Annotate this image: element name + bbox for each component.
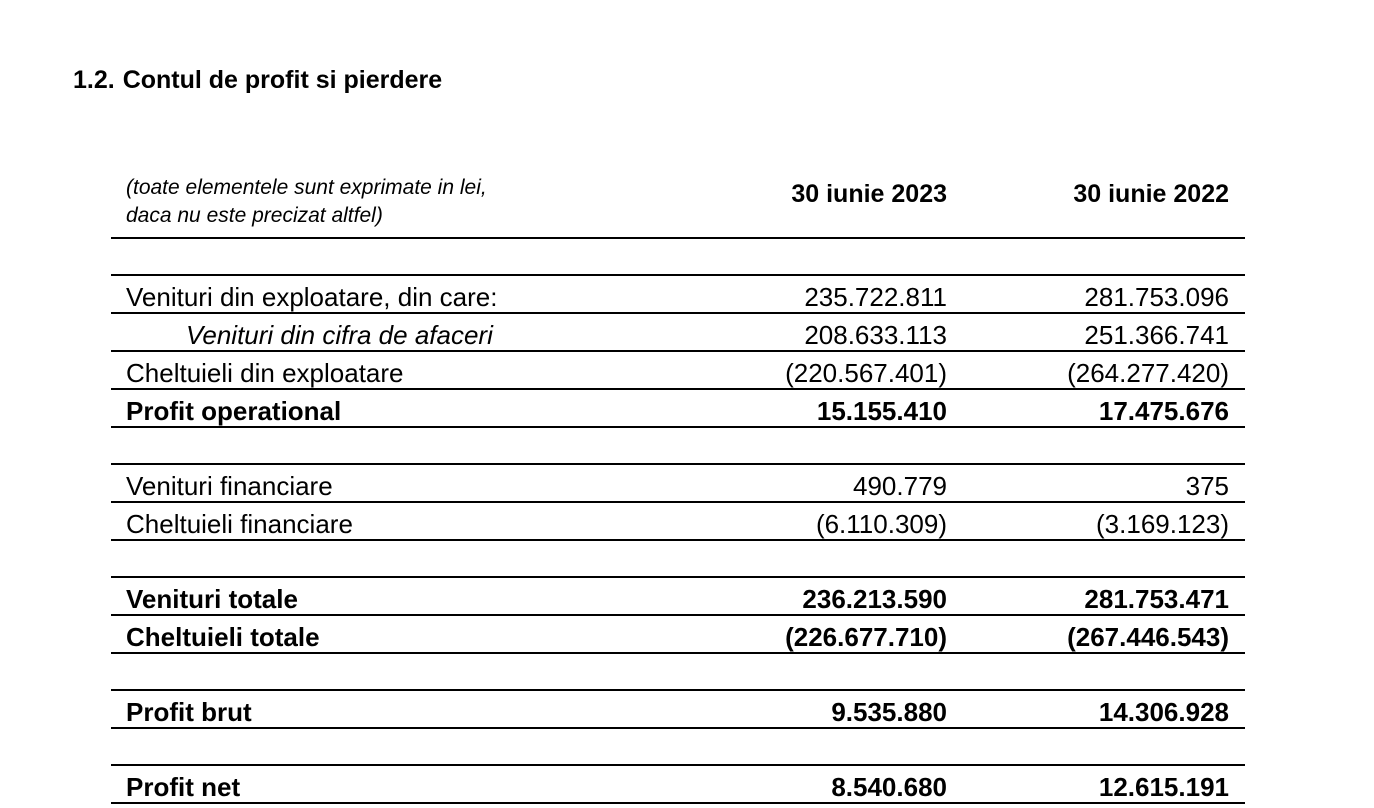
table-spacer [111, 427, 1245, 464]
row-label: Cheltuieli din exploatare [111, 351, 631, 389]
row-value-2022: 14.306.928 [948, 690, 1245, 728]
section-title [73, 66, 442, 95]
row-value-2022: 17.475.676 [948, 389, 1245, 427]
row-label: Venituri totale [111, 577, 631, 615]
row-value-2023: 9.535.880 [631, 690, 948, 728]
row-label: Cheltuieli financiare [111, 502, 631, 540]
column-header-2022: 30 iunie 2022 [948, 174, 1245, 238]
units-note-line1: (toate elementele sunt exprimate in lei, [126, 176, 487, 199]
profit-loss-table [111, 174, 1245, 804]
row-value-2023: 236.213.590 [631, 577, 948, 615]
table-row [111, 275, 1245, 313]
section-number: 1.2. [73, 66, 115, 94]
table-row [111, 313, 1245, 351]
row-value-2022: (267.446.543) [948, 615, 1245, 653]
table-row [111, 615, 1245, 653]
row-label: Venituri din cifra de afaceri [111, 313, 631, 351]
table-spacer [111, 653, 1245, 690]
units-note-line2: daca nu este precizat altfel) [126, 204, 383, 227]
row-value-2022: 12.615.191 [948, 765, 1245, 803]
table-spacer [111, 238, 1245, 275]
row-value-2023: (6.110.309) [631, 502, 948, 540]
row-value-2022: 281.753.471 [948, 577, 1245, 615]
row-value-2022: 281.753.096 [948, 275, 1245, 313]
row-value-2023: 490.779 [631, 464, 948, 502]
table-row [111, 502, 1245, 540]
row-value-2022: (264.277.420) [948, 351, 1245, 389]
table-row [111, 389, 1245, 427]
row-value-2022: 251.366.741 [948, 313, 1245, 351]
table-spacer [111, 728, 1245, 765]
table-row [111, 464, 1245, 502]
table-row [111, 577, 1245, 615]
table-row [111, 351, 1245, 389]
row-label: Cheltuieli totale [111, 615, 631, 653]
table-row [111, 765, 1245, 803]
column-header-2023: 30 iunie 2023 [631, 174, 948, 238]
row-value-2023: 15.155.410 [631, 389, 948, 427]
row-label: Venituri financiare [111, 464, 631, 502]
row-value-2023: (226.677.710) [631, 615, 948, 653]
table-header-row [111, 174, 1245, 238]
table-row [111, 690, 1245, 728]
row-value-2022: (3.169.123) [948, 502, 1245, 540]
row-value-2022: 375 [948, 464, 1245, 502]
row-label: Profit brut [111, 690, 631, 728]
section-title-text: Contul de profit si pierdere [122, 66, 443, 94]
units-note [111, 174, 631, 238]
row-label: Profit operational [111, 389, 631, 427]
row-label: Venituri din exploatare, din care: [111, 275, 631, 313]
row-value-2023: 8.540.680 [631, 765, 948, 803]
table-spacer [111, 540, 1245, 577]
row-label: Profit net [111, 765, 631, 803]
row-value-2023: (220.567.401) [631, 351, 948, 389]
row-value-2023: 208.633.113 [631, 313, 948, 351]
row-value-2023: 235.722.811 [631, 275, 948, 313]
